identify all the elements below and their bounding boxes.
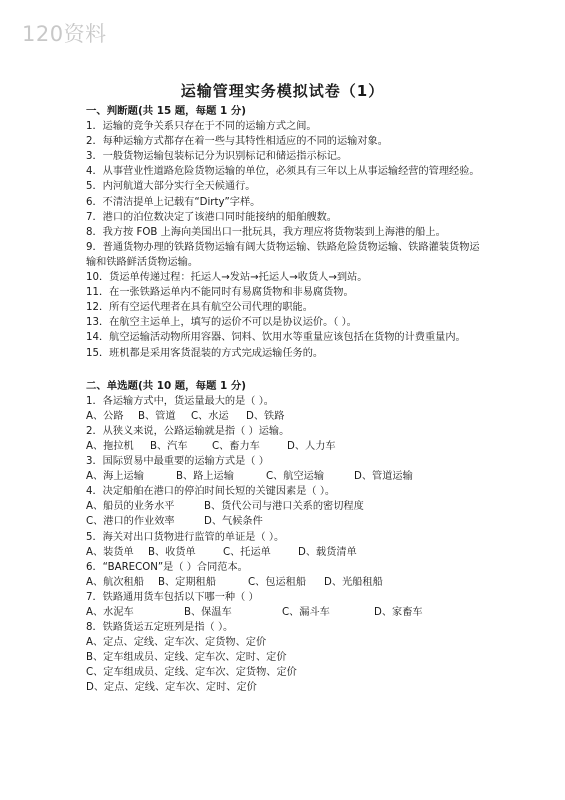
mc-question [86,454,486,484]
question-text: 8．铁路货运五定班列是指（ ）。 [86,622,234,634]
option: B、路上运输 [176,471,234,483]
tf-item: 5．内河航道大部分实行全天候通行。 [86,181,256,193]
option: C、漏斗车 [282,607,330,618]
option: C、定车组成员、定线、定车次、定货物、定价 [86,667,297,679]
tf-item: 7．港口的泊位数决定了该港口同时能接纳的船舶艘数。 [86,211,337,223]
section-heading: 二、单选题(共 10 题，每题 1 分) [86,379,246,392]
option: C、畜力车 [212,440,260,452]
option: B、定期租船 [158,576,216,588]
option: D、家畜车 [374,607,423,618]
option-row [86,409,486,424]
tf-item: 13．在航空主运单上，填写的运价不可以是协议运价。（ ）。 [86,317,357,329]
option: D、光船租船 [324,576,383,588]
option-row [86,680,486,695]
option: D、气候条件 [204,516,263,528]
tf-item: 8．我方按 FOB 上海向美国出口一批玩具，我方理应将货物装到上海港的船上。 [86,226,446,238]
mc-question [86,560,486,590]
page-title: 运输管理实务模拟试卷（1） [180,82,385,100]
option: A、定点、定线、定车次、定货物、定价 [86,637,267,649]
option: D、定点、定线、定车次、定时、定价 [86,682,257,694]
option-row [86,650,486,665]
option: D、管道运输 [354,471,413,483]
tf-item: 12．所有空运代理者在具有航空公司代理的职能。 [86,302,313,314]
option: A、装货单 [86,546,134,558]
option: B、货代公司与港口关系的密切程度 [204,501,364,513]
option: B、收货单 [148,546,196,558]
tf-item: 9．普通货物办理的铁路货物运输有阔大货物运输、铁路危险货物运输、铁路灌装货物运输和铁路鲜活货物运输。 [86,241,480,268]
option-row [86,605,486,620]
mc-question [86,424,486,454]
option: C、港口的作业效率 [86,516,175,528]
option: A、海上运输 [86,471,144,483]
option: A、水泥车 [86,607,134,618]
option: A、公路 [86,410,124,422]
option-row [86,439,486,454]
tf-item: 6．不清洁提单上记载有“Dirty”字样。 [86,196,261,208]
mc-question [86,590,486,620]
option: B、管道 [138,410,176,422]
question-text: 6．“BARECON”是（ ）合同范本。 [86,561,248,573]
question-text: 4．决定船舶在港口的停泊时间长短的关键因素是（ ）。 [86,486,336,498]
tf-item: 10．货运单传递过程：托运人→发站→托运人→收货人→到站。 [86,272,368,284]
tf-item: 14．航空运输活动物所用容器、饲料、饮用水等重量应该包括在货物的计费重量内。 [86,332,466,344]
document-body [86,104,486,696]
option-row [86,514,486,529]
watermark: 120资料 [22,22,107,46]
question-text: 7．铁路通用货车包括以下哪一种（ ） [86,591,259,603]
option: C、水运 [191,410,229,422]
question-text: 5．海关对出口货物进行监管的单证是（ ）。 [86,531,285,543]
option: A、拖拉机 [86,440,134,452]
tf-item: 3．一般货物运输包装标记分为识别标记和储运指示标记。 [86,151,348,163]
option-row [86,499,486,514]
tf-item: 11．在一张铁路运单内不能同时有易腐货物和非易腐货物。 [86,287,354,299]
option-row [86,575,486,590]
mc-question [86,530,486,560]
option: C、托运单 [223,546,271,558]
mc-question [86,484,486,529]
tf-item: 1．运输的竞争关系只存在于不同的运输方式之间。 [86,121,317,133]
section-heading: 一、判断题(共 15 题，每题 1 分) [86,105,246,117]
mc-question [86,394,486,424]
question-text: 3．国际贸易中最重要的运输方式是（ ） [86,456,269,468]
option: C、包运租船 [248,576,307,588]
question-text: 2．从狭义来说，公路运输就是指（ ）运输。 [86,425,290,437]
tf-item: 15．班机都是采用客货混装的方式完成运输任务的。 [86,347,324,359]
option-row [86,635,486,650]
option-row [86,469,486,484]
option: A、船员的业务水平 [86,501,175,513]
option: D、载货清单 [298,546,357,558]
option: D、铁路 [246,410,285,422]
option: C、航空运输 [266,471,325,483]
option: B、汽车 [150,440,188,452]
option-row [86,545,486,560]
option: D、人力车 [287,440,336,452]
option: A、航次租船 [86,576,144,588]
question-text: 1．各运输方式中，货运量最大的是（ ）。 [86,395,274,407]
option: B、保温车 [184,607,232,618]
option-row [86,665,486,680]
tf-item: 4．从事营业性道路危险货物运输的单位，必须具有三年以上从事运输经营的管理经验。 [86,166,480,178]
option: B、定车组成员、定线、定车次、定时、定价 [86,652,287,664]
tf-item: 2．每种运输方式都存在着一些与其特性相适应的不同的运输对象。 [86,136,388,148]
mc-question [86,620,486,695]
